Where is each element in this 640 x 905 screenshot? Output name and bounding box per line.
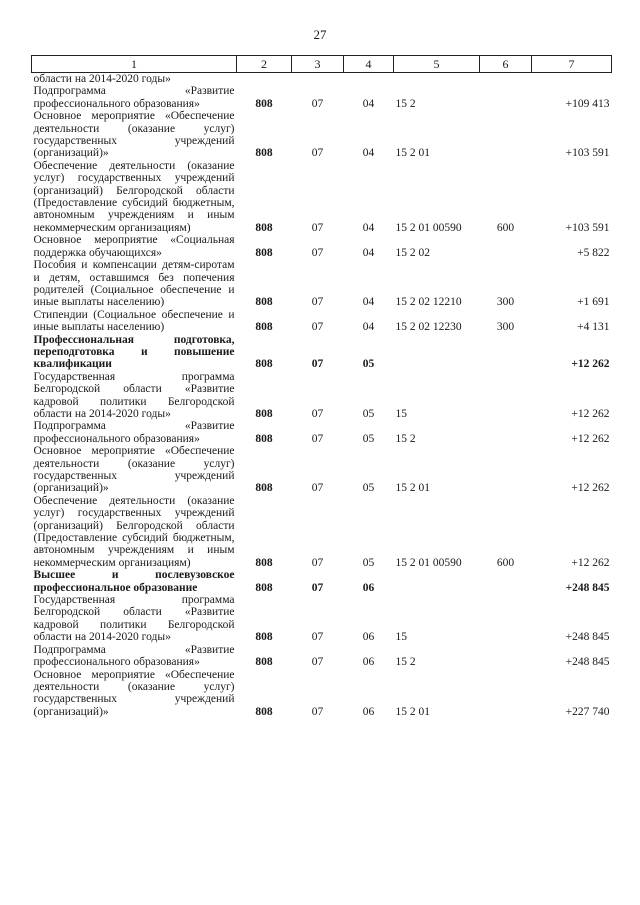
- row-admin-code: 808: [255, 556, 273, 569]
- row-admin-code: 808: [255, 358, 273, 371]
- row-expense-type: [480, 334, 532, 371]
- row-name: Основное мероприятие «Обеспечение деятельности (оказание услуг) государственных учреждений (организаций)»: [33, 668, 235, 718]
- table-row: [32, 160, 612, 234]
- row-section: [292, 73, 344, 86]
- row-target-article: 15 2 02 12230: [395, 321, 462, 334]
- row-admin-code: 808: [255, 482, 273, 495]
- row-expense-type: [480, 85, 532, 110]
- row-section: 07: [311, 656, 324, 669]
- row-target-article: 15 2: [395, 432, 416, 445]
- row-section: 07: [311, 556, 324, 569]
- header-col-1: 1: [32, 56, 237, 73]
- row-admin-code: 808: [255, 705, 273, 718]
- row-subsection: 04: [362, 246, 375, 259]
- row-expense-type: [480, 569, 532, 594]
- row-expense-type: 300: [496, 296, 515, 309]
- table-row: [32, 495, 612, 569]
- row-subsection: 05: [362, 482, 375, 495]
- row-section: 07: [311, 147, 324, 160]
- row-name: Пособия и компенсации детям-сиротам и детям, оставшимся без попечения родителей (Социальное обеспечение и иные выплаты населению): [33, 259, 235, 309]
- row-admin-code: 808: [255, 631, 273, 644]
- row-subsection: 05: [362, 556, 375, 569]
- header-col-2: 2: [237, 56, 292, 73]
- header-col-6: 6: [480, 56, 532, 73]
- row-name: Государственная программа Белгородской области «Развитие кадровой политики Белгородской области на 2014-2020 годы»: [33, 594, 235, 644]
- row-target-article: 15 2 01 00590: [395, 556, 462, 569]
- table-row: [32, 334, 612, 371]
- row-name: Высшее и послевузовское профессиональное образование: [33, 569, 235, 594]
- row-subsection: 04: [362, 97, 375, 110]
- row-amount: +103 591: [565, 221, 610, 234]
- row-target-article: 15 2: [395, 97, 416, 110]
- row-target-article: [394, 73, 480, 86]
- row-subsection: 04: [362, 296, 375, 309]
- row-target-article: 15 2 01: [395, 705, 430, 718]
- row-subsection: [344, 73, 394, 86]
- row-admin-code: 808: [255, 246, 273, 259]
- row-admin-code: 808: [255, 432, 273, 445]
- row-admin-code: 808: [255, 97, 273, 110]
- row-target-article: [394, 569, 480, 594]
- row-admin-code: 808: [255, 147, 273, 160]
- row-section: 07: [311, 407, 324, 420]
- row-amount: +103 591: [565, 147, 610, 160]
- row-name: Государственная программа Белгородской области «Развитие кадровой политики Белгородской области на 2014-2020 годы»: [33, 370, 235, 420]
- row-target-article: 15 2 02: [395, 246, 430, 259]
- budget-table: [31, 55, 612, 718]
- row-admin-code: 808: [255, 221, 273, 234]
- table-row: [32, 309, 612, 334]
- row-subsection: 04: [362, 321, 375, 334]
- row-expense-type: [480, 420, 532, 445]
- row-expense-type: [480, 594, 532, 644]
- row-expense-type: [480, 445, 532, 495]
- row-expense-type: [480, 234, 532, 259]
- row-subsection: 06: [362, 656, 375, 669]
- row-name: области на 2014-2020 годы»: [33, 73, 171, 85]
- row-section: 07: [311, 705, 324, 718]
- row-amount: +5 822: [577, 246, 610, 259]
- row-amount: +248 845: [565, 656, 610, 669]
- row-name: Основное мероприятие «Обеспечение деятельности (оказание услуг) государственных учреждений (организаций)»: [33, 110, 235, 160]
- row-amount: +248 845: [565, 631, 610, 644]
- table-row: [32, 259, 612, 309]
- row-subsection: 06: [362, 581, 375, 594]
- table-row: [32, 569, 612, 594]
- table-row: [32, 234, 612, 259]
- row-expense-type: [480, 73, 532, 86]
- table-row: [32, 110, 612, 160]
- row-expense-type: 600: [496, 556, 515, 569]
- row-section: 07: [311, 97, 324, 110]
- row-target-article: 15: [395, 631, 407, 644]
- row-amount: +4 131: [577, 321, 610, 334]
- row-target-article: 15 2 01: [395, 482, 430, 495]
- row-amount: +12 262: [571, 407, 610, 420]
- row-section: 07: [311, 482, 324, 495]
- row-name: Обеспечение деятельности (оказание услуг) государственных учреждений (организаций) Белгородской области (Предоставление субсидий бюджетным, автономным учреждениям и иным некоммерческим организациям): [33, 494, 235, 569]
- row-expense-type: 300: [496, 321, 515, 334]
- row-target-article: 15 2 01: [395, 147, 430, 160]
- table-row: [32, 445, 612, 495]
- row-section: 07: [311, 581, 324, 594]
- table-row: [32, 73, 612, 86]
- row-amount: +12 262: [571, 556, 610, 569]
- row-section: 07: [311, 321, 324, 334]
- row-target-article: 15 2: [395, 656, 416, 669]
- table-row: [32, 594, 612, 644]
- row-name: Подпрограмма «Развитие профессионального образования»: [33, 85, 235, 110]
- row-name: Стипендии (Социальное обеспечение и иные выплаты населению): [33, 308, 235, 334]
- row-admin-code: 808: [255, 407, 273, 420]
- row-admin-code: 808: [255, 296, 273, 309]
- row-amount: +12 262: [571, 482, 610, 495]
- row-amount: +248 845: [565, 581, 610, 594]
- row-section: 07: [311, 432, 324, 445]
- table-body: [32, 73, 612, 719]
- row-name: Подпрограмма «Развитие профессионального образования»: [33, 643, 235, 669]
- row-name: Обеспечение деятельности (оказание услуг) государственных учреждений (организаций) Белгородской области (Предоставление субсидий бюджетным, автономным учреждениям и иным некоммерческим организациям): [33, 159, 235, 234]
- row-section: 07: [311, 296, 324, 309]
- row-subsection: 04: [362, 147, 375, 160]
- row-name: Подпрограмма «Развитие профессионального образования»: [33, 420, 235, 445]
- row-admin-code: 808: [255, 656, 273, 669]
- row-expense-type: [480, 644, 532, 669]
- row-name: Основное мероприятие «Обеспечение деятельности (оказание услуг) государственных учреждений (организаций)»: [33, 445, 235, 495]
- header-col-3: 3: [292, 56, 344, 73]
- row-admin-code: 808: [255, 321, 273, 334]
- row-amount: +109 413: [565, 97, 610, 110]
- row-amount: [532, 73, 612, 86]
- row-target-article: 15 2 01 00590: [395, 221, 462, 234]
- row-subsection: 05: [362, 432, 375, 445]
- header-col-4: 4: [344, 56, 394, 73]
- row-expense-type: [480, 371, 532, 421]
- header-col-7: 7: [532, 56, 612, 73]
- row-expense-type: 600: [496, 221, 515, 234]
- page-number: 27: [313, 27, 327, 42]
- table-row: [32, 371, 612, 421]
- row-amount: +12 262: [571, 432, 610, 445]
- row-name: Основное мероприятие «Социальная поддержка обучающихся»: [33, 234, 235, 259]
- row-section: 07: [311, 631, 324, 644]
- row-admin-code: 808: [255, 581, 273, 594]
- row-target-article: 15 2 02 12210: [395, 296, 462, 309]
- table-header-row: [32, 56, 612, 73]
- row-subsection: 06: [362, 705, 375, 718]
- row-section: 07: [311, 221, 324, 234]
- row-subsection: 05: [362, 358, 375, 371]
- table-row: [32, 85, 612, 110]
- row-amount: +12 262: [571, 358, 610, 371]
- row-subsection: 05: [362, 407, 375, 420]
- row-amount: +1 691: [577, 296, 610, 309]
- row-name: Профессиональная подготовка, переподготовка и повышение квалификации: [33, 333, 235, 371]
- row-expense-type: [480, 110, 532, 160]
- row-section: 07: [311, 358, 324, 371]
- header-col-5: 5: [394, 56, 480, 73]
- row-subsection: 06: [362, 631, 375, 644]
- row-target-article: [394, 334, 480, 371]
- table-row: [32, 644, 612, 669]
- table-row: [32, 669, 612, 719]
- row-section: 07: [311, 246, 324, 259]
- row-subsection: 04: [362, 221, 375, 234]
- row-amount: +227 740: [565, 705, 610, 718]
- row-admin-code: [237, 73, 292, 86]
- row-expense-type: [480, 669, 532, 719]
- table-row: [32, 420, 612, 445]
- row-target-article: 15: [395, 407, 407, 420]
